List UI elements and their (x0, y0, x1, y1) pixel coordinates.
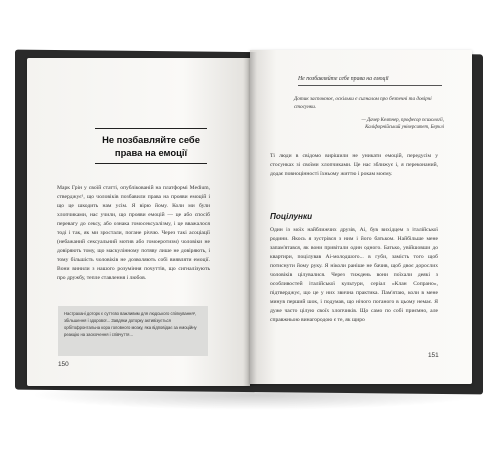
right-body-text-1: Ті люди в свідомо вирішили не уникати емоцій, передусім у стосунках зі своїми хлопчиками. Це нас зближує і, я переконаний, додає повноцінності їхньому життю і рокам моєму. (270, 153, 438, 178)
left-body-text: Марк Грін у своїй статті, опублікованій на платформі Medium, стверджує¹, що чоловіків позбавили права на прояви емоцій і що це шкодить нам усім. Я вірю йому. Коли ми були хлопчиками, нас учили, що прояви емоцій — це або спосіб перевагу до сексу, або ознака гомосексуалізму, і це вважалося тоді і так, як ми зростали, погане річчю. Через такі асоціації (небажаний сексуальний мотив або гомоеротизм) чоловіки не довіряють тому, що маскулінному потяву лише не довіряють, і тому більшість чоловіків не дозволяють собі виявляти емоції. Вони винили з нашого розуміння почуттів, що сигналізують про дружбу, тепле ставлення і любов. (57, 185, 210, 282)
running-head-rule (298, 85, 442, 86)
chapter-title-line1: Не позбавляйте себе (102, 134, 200, 145)
chapter-title-line2: права на емоції (114, 147, 188, 159)
page-number-right: 151 (428, 352, 439, 359)
section-subhead: Поцілунки (270, 212, 313, 221)
running-head: Не позбавляйте себе права на емоції (298, 76, 389, 82)
chapter-title (95, 128, 207, 164)
epigraph-quote: Дотик заспокоює, оскільки є сигналом про безпечні та довірчі стосунки. (294, 96, 432, 111)
callout-box: Настрахані доторк є суттєво важливим для людського спілкування², збільшення і здорової... Завдяки доторку активізується орбітофронтальна кора головного мозку, яка відповідає за емоційну реакцію на заохочення і співчуття... (58, 306, 208, 356)
page-number-left: 150 (58, 361, 69, 368)
attribution-line1: — Дачер Келтнер, професор психології, (361, 118, 444, 123)
attribution-line2: Каліфорнійський університет, Берклі (365, 125, 444, 131)
right-body-text-2: Один із моїх найближчих друзів, Аі, був вихідцем з італійської родини. Якось я зустрівся з ним і його батьком. Найбільше мене запам'ятався, як вони привітали один одного. Батько, увійшовши до квартири, поцілував Аі-молодшого... в губи, замість того щоб потиснути йому руку. Я ніколи раніше не бачив, щоб двоє дорослих чоловіків цілувалися. Через тиждень вони поїхали деякі з особливостей італійської культури, серіал «Клан Сопрано», підтверджує, що це у них звична практика. Пам'ятаю, коли в мене минув перший шок, і подумав, що нічого поганого в цьому немає. Я дуже часто цілую своїх хлопчиків. Що само по собі приємно, але справжньою винагородою є те, як щиро (270, 227, 438, 324)
book-spine (243, 52, 257, 386)
epigraph-attribution (300, 117, 444, 132)
